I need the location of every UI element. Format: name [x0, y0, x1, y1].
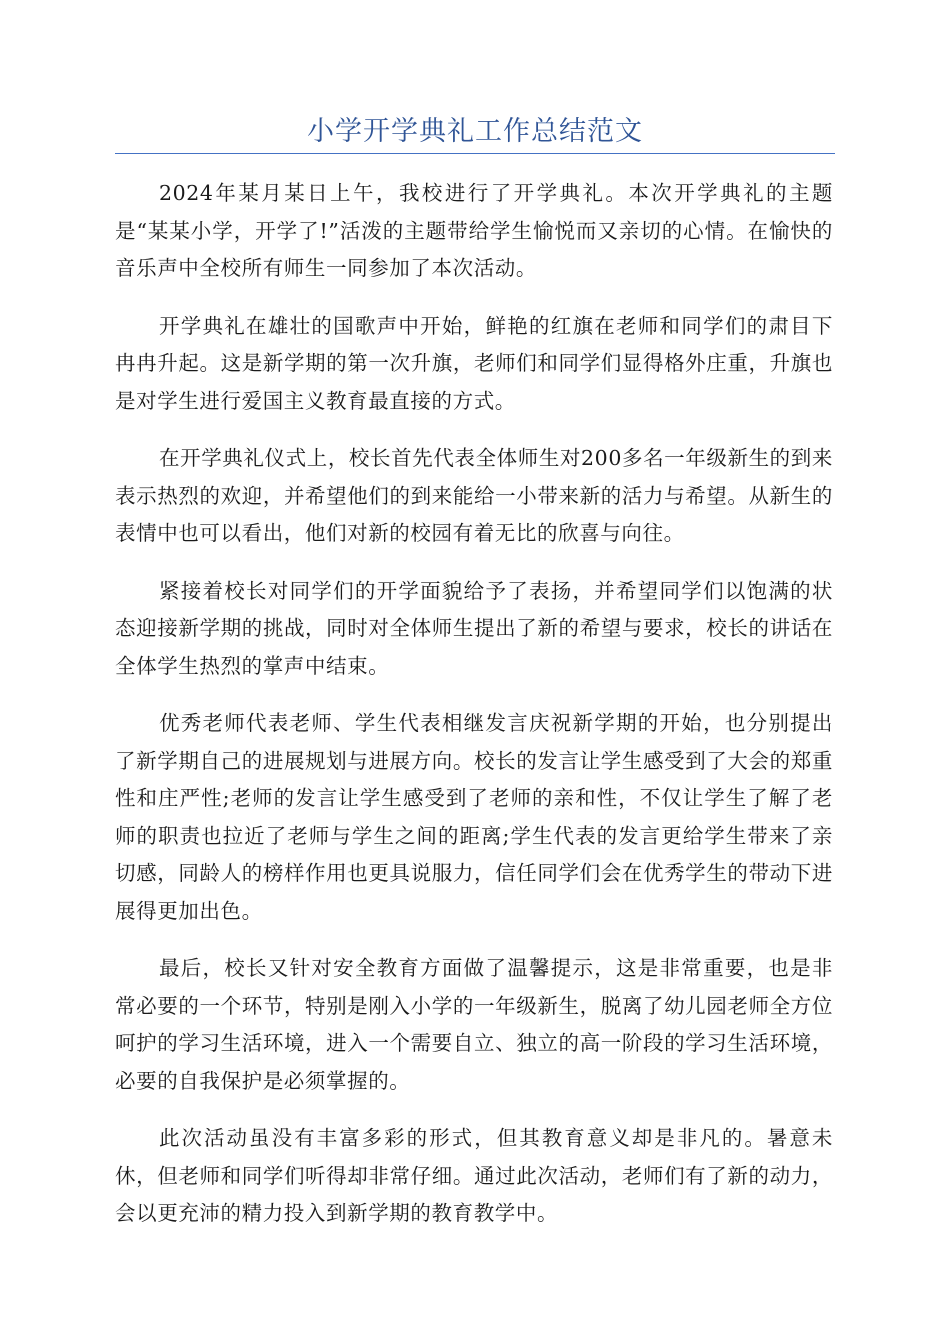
document-body — [115, 175, 833, 1253]
document-title: 小学开学典礼工作总结范文 — [307, 116, 643, 147]
paragraph-3: 在开学典礼仪式上，校长首先代表全体师生对200多名一年级新生的到来表示热烈的欢迎，并希望他们的到来能给一小带来新的活力与希望。从新生的表情中也可以看出，他们对新的校园有着无比的欣喜与向往。 — [115, 446, 833, 545]
paragraph-7: 此次活动虽没有丰富多彩的形式，但其教育意义却是非凡的。暑意未休，但老师和同学们听得却非常仔细。通过此次活动，老师们有了新的动力，会以更充沛的精力投入到新学期的教育教学中。 — [115, 1126, 833, 1225]
paragraph-6: 最后，校长又针对安全教育方面做了温馨提示，这是非常重要，也是非常必要的一个环节，特别是刚入小学的一年级新生，脱离了幼儿园老师全方位呵护的学习生活环境，进入一个需要自立、独立的高一阶段的学习生活环境，必要的自我保护是必须掌握的。 — [115, 956, 833, 1093]
title-underline — [115, 153, 835, 154]
paragraph-5: 优秀老师代表老师、学生代表相继发言庆祝新学期的开始，也分别提出了新学期自己的进展规划与进展方向。校长的发言让学生感受到了大会的郑重性和庄严性;老师的发言让学生感受到了老师的亲和性，不仅让学生了解了老师的职责也拉近了老师与学生之间的距离;学生代表的发言更给学生带来了亲切感，同龄人的榜样作用也更具说服力，信任同学们会在优秀学生的带动下进展得更加出色。 — [115, 711, 833, 923]
paragraph-2: 开学典礼在雄壮的国歌声中开始，鲜艳的红旗在老师和同学们的肃目下冉冉升起。这是新学期的第一次升旗，老师们和同学们显得格外庄重，升旗也是对学生进行爱国主义教育最直接的方式。 — [115, 313, 833, 413]
paragraph-1: 2024年某月某日上午，我校进行了开学典礼。本次开学典礼的主题是“某某小学，开学了!”活泼的主题带给学生愉悦而又亲切的心情。在愉快的音乐声中全校所有师生一同参加了本次活动。 — [115, 181, 833, 280]
paragraph-4: 紧接着校长对同学们的开学面貌给予了表扬，并希望同学们以饱满的状态迎接新学期的挑战，同时对全体师生提出了新的希望与要求，校长的讲话在全体学生热烈的掌声中结束。 — [115, 578, 833, 678]
